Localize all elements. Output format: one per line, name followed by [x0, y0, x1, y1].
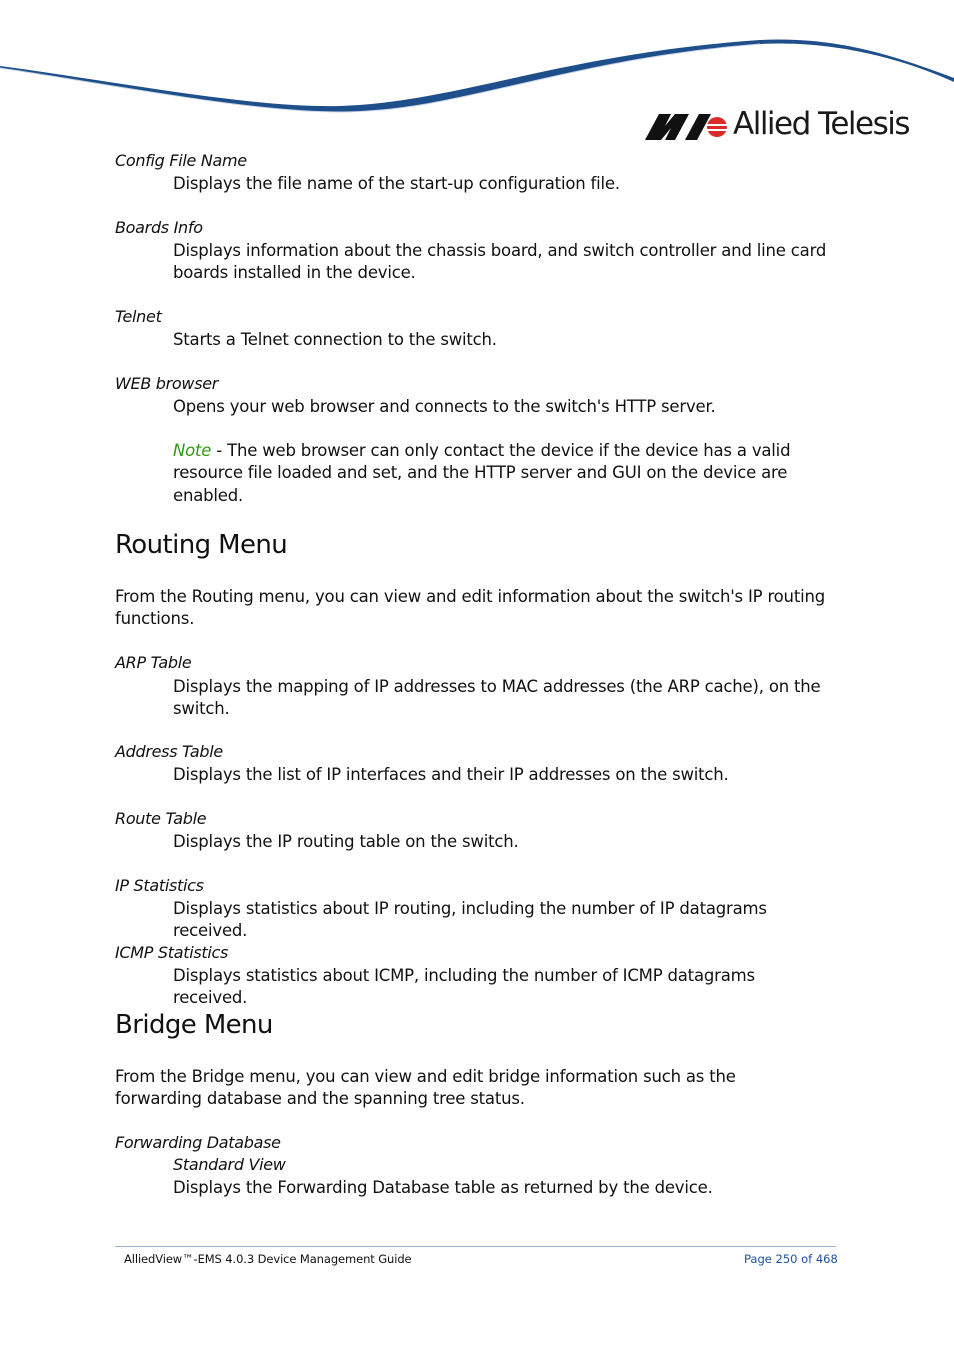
bridge-intro: From the Bridge menu, you can view and edit bridge information such as the forwarding database and the spanning tree status.: [115, 1067, 736, 1109]
footer-doc-title: AlliedView™-EMS 4.0.3 Device Management Guide: [124, 1252, 412, 1266]
desc-config-file-name: Displays the file name of the start-up configuration file.: [173, 174, 620, 193]
term-ip-statistics: IP Statistics: [115, 876, 204, 895]
term-address-table: Address Table: [115, 742, 223, 761]
term-config-file-name: Config File Name: [115, 151, 247, 170]
desc-ip-statistics: Displays statistics about IP routing, including the number of IP datagrams received.: [173, 899, 767, 941]
brand-name: Allied Telesis: [733, 106, 909, 142]
note-text: - The web browser can only contact the device if the device has a valid resource file loaded and set, and the HTTP server and GUI on the device are enabled.: [173, 441, 791, 505]
routing-intro: From the Routing menu, you can view and edit information about the switch's IP routing functions.: [115, 587, 826, 629]
allied-telesis-logo: [645, 106, 909, 148]
desc-arp-table: Displays the mapping of IP addresses to MAC addresses (the ARP cache), on the switch.: [173, 677, 821, 719]
desc-icmp-statistics: Displays statistics about ICMP, including the number of ICMP datagrams received.: [173, 966, 755, 1008]
note-paragraph: [173, 440, 833, 507]
desc-standard-view: Displays the Forwarding Database table as returned by the device.: [173, 1178, 713, 1197]
subterm-standard-view: Standard View: [173, 1155, 286, 1174]
term-web-browser: WEB browser: [115, 374, 219, 393]
desc-telnet: Starts a Telnet connection to the switch.: [173, 330, 497, 349]
desc-web-browser: Opens your web browser and connects to the switch's HTTP server.: [173, 397, 716, 416]
term-telnet: Telnet: [115, 307, 162, 326]
desc-route-table: Displays the IP routing table on the switch.: [173, 832, 519, 851]
term-icmp-statistics: ICMP Statistics: [115, 943, 229, 962]
footer-divider: [115, 1246, 836, 1247]
desc-address-table: Displays the list of IP interfaces and their IP addresses on the switch.: [173, 765, 729, 784]
term-forwarding-database: Forwarding Database: [115, 1133, 281, 1152]
term-route-table: Route Table: [115, 809, 207, 828]
allied-telesis-logo-mark-icon: [645, 114, 729, 140]
desc-boards-info: Displays information about the chassis board, and switch controller and line card boards installed in the device.: [173, 241, 827, 283]
note-label: Note: [173, 441, 212, 460]
heading-bridge-menu: Bridge Menu: [115, 1010, 273, 1040]
footer-page-number: Page 250 of 468: [744, 1252, 838, 1266]
term-boards-info: Boards Info: [115, 218, 203, 237]
heading-routing-menu: Routing Menu: [115, 530, 288, 560]
term-arp-table: ARP Table: [115, 653, 192, 672]
